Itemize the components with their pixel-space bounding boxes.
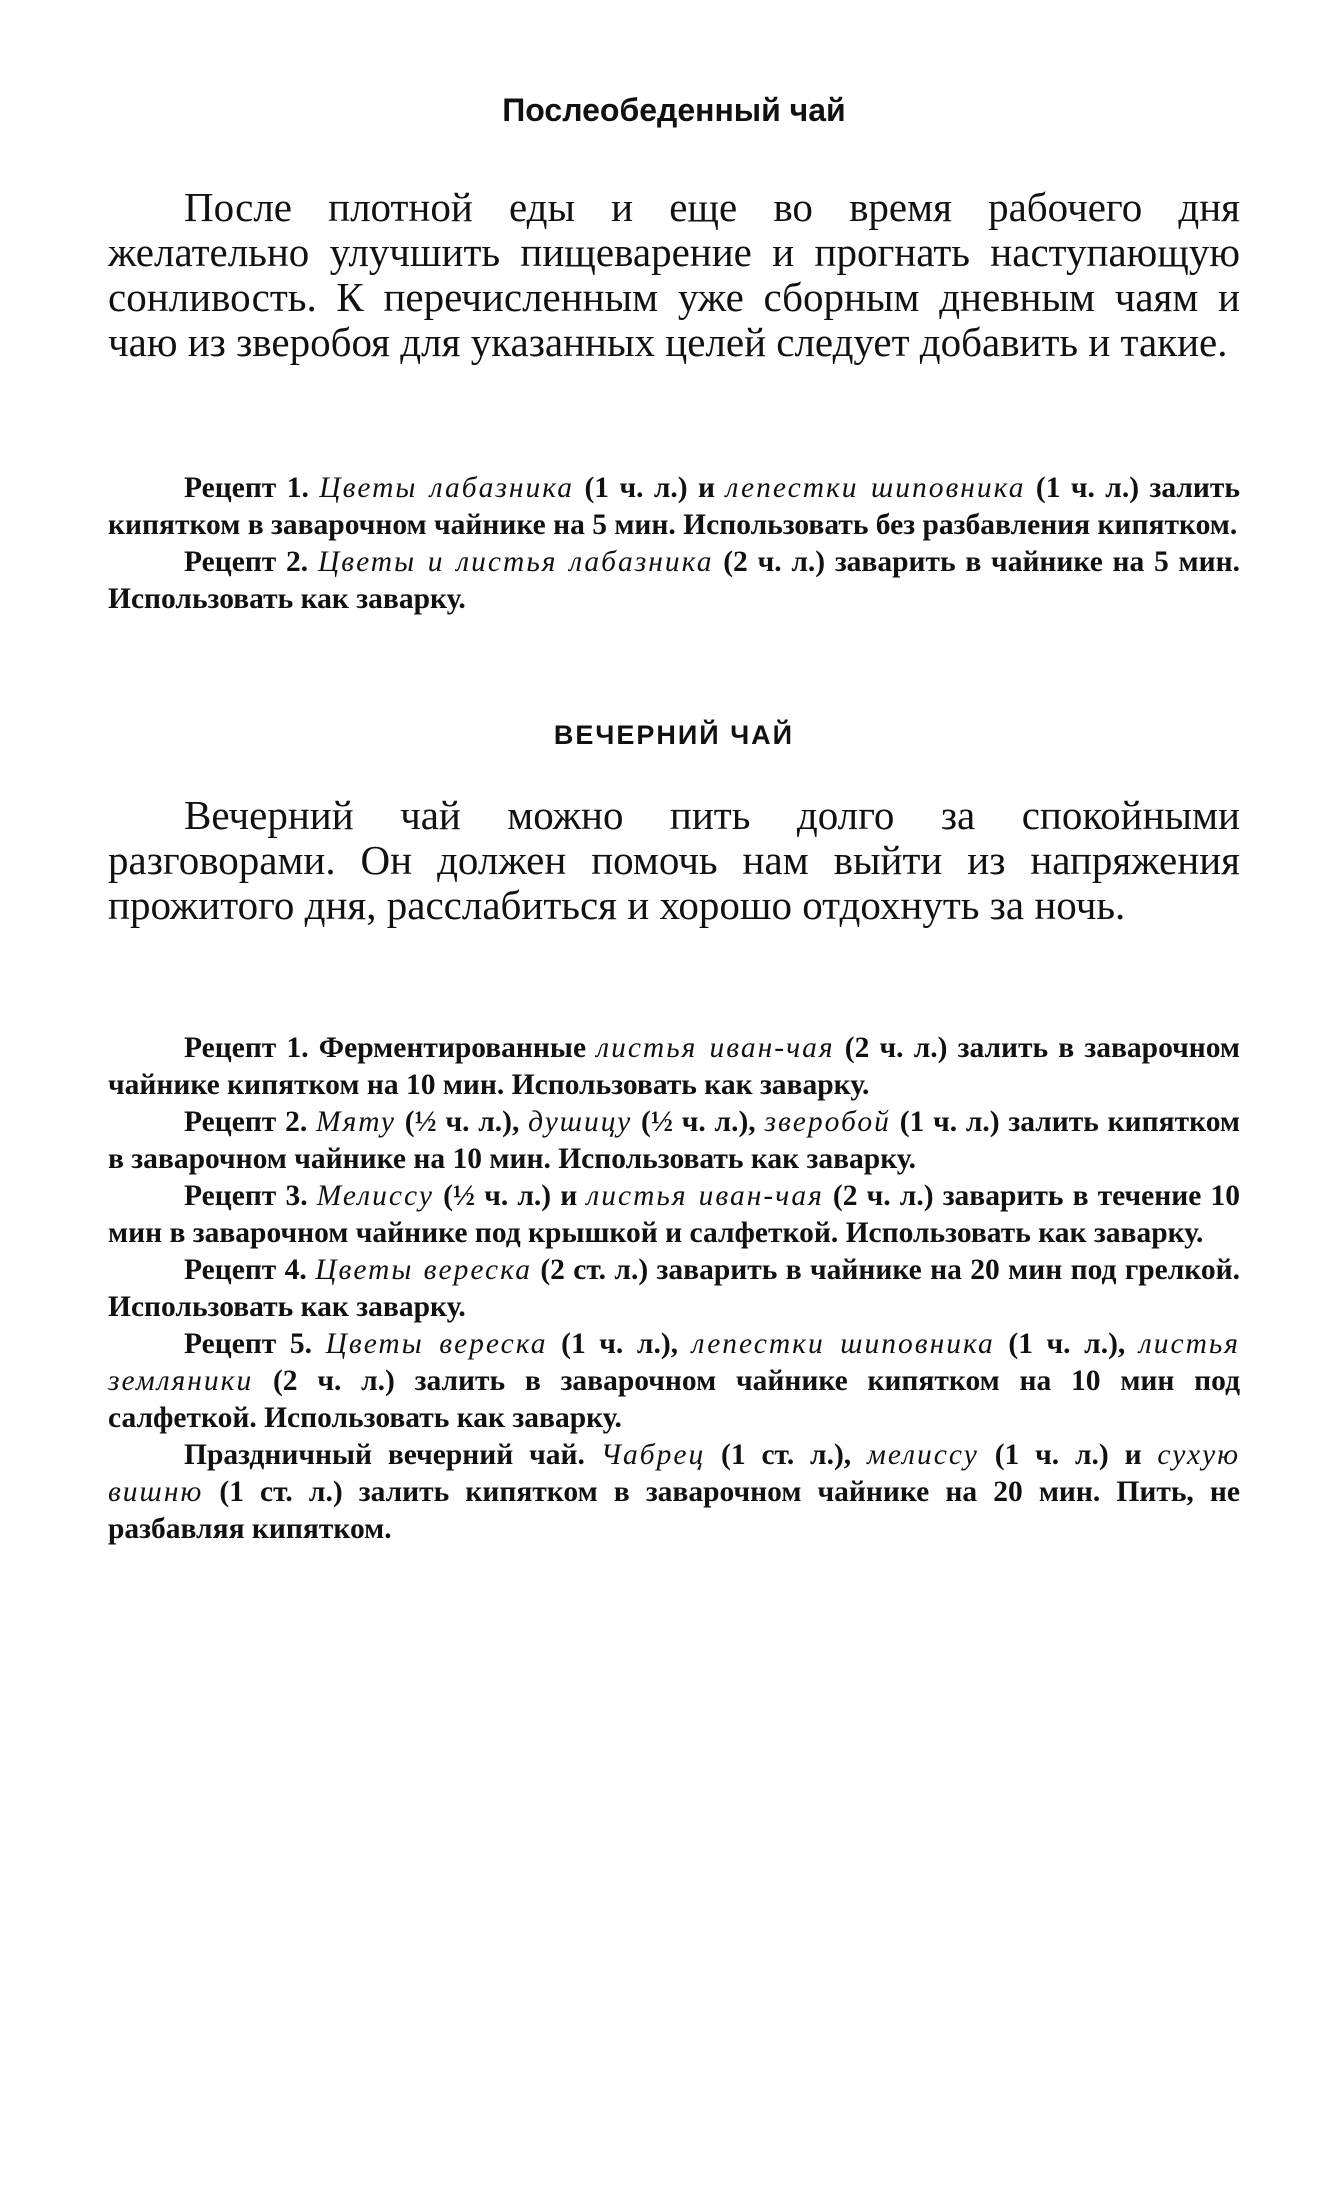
recipe-1 (108, 470, 1240, 544)
recipe-2 (108, 1104, 1240, 1178)
recipe-label: Рецепт 5. (184, 1328, 313, 1360)
ingredient: листья иван-чая (586, 1180, 824, 1212)
recipe-label: Праздничный вечерний чай. (184, 1439, 585, 1471)
recipe-text: (2 ст. л.) заварить в чайнике на 20 мин под грелкой. Использовать как заварку. (108, 1254, 1241, 1323)
recipe-label: Рецепт 1. (184, 1032, 309, 1064)
recipe-label: Рецепт 4. (184, 1254, 307, 1286)
recipe-label: Рецепт 2. (184, 1106, 308, 1138)
recipe-4 (108, 1252, 1240, 1326)
section-title-afternoon-tea: Послеобеденный чай (502, 92, 846, 128)
recipe-text: (1 ч. л.) залить кипятком в заварочном чайнике на 5 мин. Использовать без разбавления кипятком. (108, 472, 1240, 541)
ingredient: листья иван-чая (596, 1032, 835, 1064)
recipe-label: Рецепт 2. (184, 546, 309, 578)
recipe-label: Рецепт 3. (184, 1180, 308, 1212)
recipe-list-afternoon-tea (108, 470, 1240, 618)
section-title-evening-tea: ВЕЧЕРНИЙ ЧАЙ (553, 720, 795, 750)
recipe-text: (2 ч. л.) залить в заварочном чайнике кипятком на 10 мин. Использовать как заварку. (108, 1032, 1240, 1101)
recipe-text: (1 ч. л.), (994, 1328, 1139, 1360)
recipe-list-evening-tea (108, 1030, 1240, 1548)
ingredient: Чабрец (600, 1439, 706, 1471)
recipe-text: (1 ст. л.) залить кипятком в заварочном чайнике на 20 мин. Пить, не разбавляя кипятком. (108, 1476, 1240, 1545)
recipe-2 (108, 544, 1240, 618)
recipe-text: (1 ч. л.) залить кипятком в заварочном чайнике на 10 мин. Использовать как заварку. (108, 1106, 1240, 1175)
recipe-text: Ферментированные (308, 1032, 597, 1064)
ingredient: зверобой (764, 1106, 891, 1138)
recipe-5 (108, 1326, 1240, 1437)
ingredient: Цветы вереска (315, 1254, 532, 1286)
recipe-text: (1 ч. л.) и (574, 472, 726, 504)
recipe-1 (108, 1030, 1240, 1104)
ingredient: Цветы вереска (325, 1328, 548, 1360)
recipe-text: (½ ч. л.), (395, 1106, 529, 1138)
section-intro-evening-tea: Вечерний чай можно пить долго за спокойными разговорами. Он должен помочь нам выйти из напряжения прожитого дня, расслабиться и хорошо отдохнуть за ночь. (108, 792, 1240, 928)
ingredient: сухую вишню (108, 1439, 1240, 1508)
recipe-text: (2 ч. л.) залить в заварочном чайнике кипятком на 10 мин под салфеткой. Использовать как заварку. (108, 1365, 1240, 1434)
recipe-text: (1 ст. л.), (705, 1439, 867, 1471)
ingredient: Мяту (316, 1106, 396, 1138)
ingredient: Цветы и листья лабазника (317, 546, 714, 578)
recipe-text: (½ ч. л.), (632, 1106, 765, 1138)
recipe-text: (1 ч. л.) и (978, 1439, 1158, 1471)
recipe-text: (½ ч. л.) и (433, 1180, 587, 1212)
ingredient: лепестки шиповника (725, 472, 1026, 504)
ingredient: листья земляники (108, 1328, 1241, 1397)
recipe-text: (1 ч. л.), (547, 1328, 692, 1360)
recipe-label: Рецепт 1. (184, 472, 309, 504)
ingredient: Мелиссу (316, 1180, 434, 1212)
recipe-festive (108, 1437, 1240, 1548)
ingredient: мелиссу (867, 1439, 979, 1471)
ingredient: Цветы лабазника (319, 472, 575, 504)
recipe-text: (2 ч. л.) заварить в течение 10 мин в заварочном чайнике под крышкой и салфеткой. Использовать как заварку. (108, 1180, 1241, 1249)
recipe-text: (2 ч. л.) заварить в чайнике на 5 мин. Использовать как заварку. (108, 546, 1241, 615)
recipe-3 (108, 1178, 1240, 1252)
section-intro-afternoon-tea: После плотной еды и еще во время рабочего дня желательно улучшить пищеварение и прогнать наступающую сонливость. К перечисленным уже сборным дневным чаям и чаю из зверобоя для указанных целей следует добавить и такие. (108, 184, 1240, 365)
ingredient: душицу (528, 1106, 633, 1138)
ingredient: лепестки шиповника (691, 1328, 995, 1360)
